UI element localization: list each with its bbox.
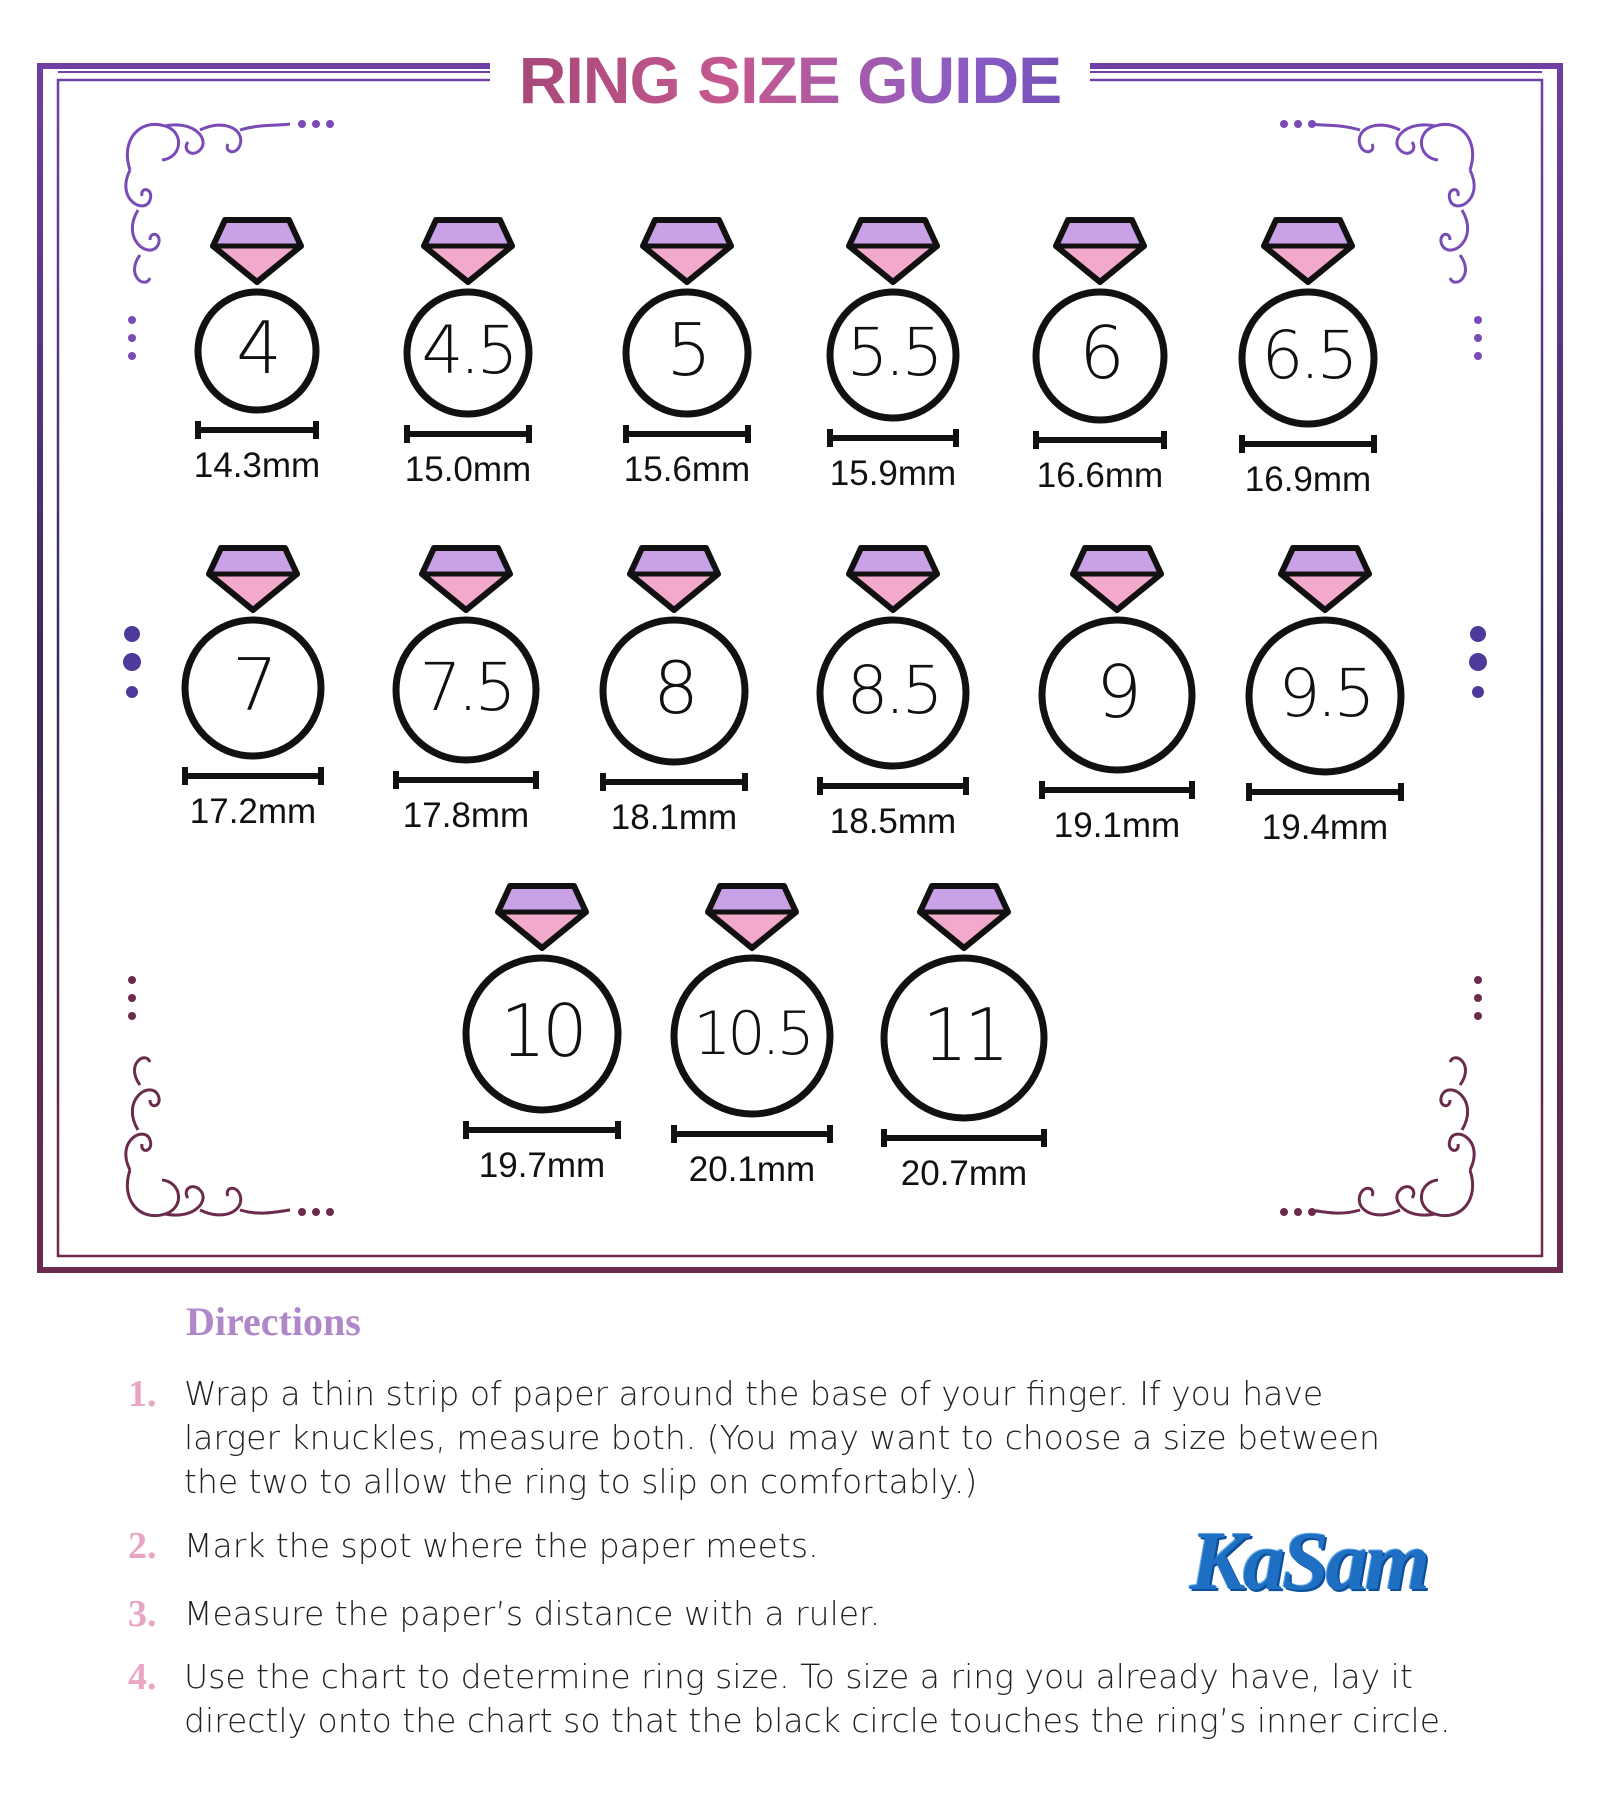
gem-icon	[1264, 220, 1352, 282]
ring-size-5-5	[793, 208, 993, 508]
gem-icon	[643, 220, 731, 282]
measurement-bar	[1249, 783, 1401, 801]
step-text: Wrap a thin strip of paper around the base of your finger. If you have larger knuckles, measure both. (You may want to choose a size between the two to allow the ring to slip on comfortably.)	[184, 1374, 1380, 1501]
side-ornament-left	[123, 395, 141, 935]
gem-icon	[213, 220, 301, 282]
measurement-bar	[185, 767, 321, 785]
page-title: RING SIZE GUIDE	[490, 40, 1090, 120]
ring-size-10	[442, 874, 642, 1185]
step-text: Use the chart to determine ring size. To size a ring you already have, lay it directly onto the chart so that the black circle touches the ring’s inner circle.	[184, 1657, 1451, 1740]
gem-icon	[920, 886, 1008, 948]
step-number: 1.	[128, 1373, 157, 1415]
ring-diameter-label: 16.6mm	[1036, 456, 1164, 495]
ring-size-5	[587, 208, 787, 508]
ring-diameter-label: 20.7mm	[900, 1154, 1028, 1193]
ring-diameter-label: 19.7mm	[478, 1146, 606, 1185]
ring-diameter-label: 18.5mm	[829, 802, 957, 841]
ring-size-label: 8	[653, 646, 695, 731]
ring-size-4-5	[368, 208, 568, 508]
gem-icon	[630, 548, 718, 610]
measurement-bar	[830, 429, 956, 447]
ring-diameter-label: 14.3mm	[193, 446, 321, 485]
ring-size-label: 9	[1096, 650, 1138, 735]
ring-diameter-label: 16.9mm	[1244, 460, 1372, 499]
gem-icon	[1281, 548, 1369, 610]
measurement-bar	[407, 425, 529, 443]
ring-size-11	[864, 874, 1064, 1193]
ring-size-6-5	[1208, 208, 1408, 508]
measurement-bar	[466, 1121, 618, 1139]
ring-size-7	[153, 536, 353, 836]
measurement-bar	[396, 771, 536, 789]
side-ornament-right	[1469, 395, 1487, 935]
step-number: 3.	[128, 1593, 157, 1635]
gem-icon	[849, 220, 937, 282]
gem-icon	[1056, 220, 1144, 282]
measurement-bar	[603, 773, 745, 791]
ring-diameter-label: 15.0mm	[404, 450, 532, 489]
ring-diameter-label: 20.1mm	[688, 1150, 816, 1189]
ring-diameter-label: 17.2mm	[189, 792, 317, 831]
ring-size-label: 9.5	[1278, 655, 1372, 733]
ring-size-label: 11	[922, 993, 1006, 1078]
gem-icon	[849, 548, 937, 610]
ring-size-9	[1017, 536, 1217, 845]
gem-icon	[1073, 548, 1161, 610]
brand-logo: KaSam	[1190, 1515, 1428, 1608]
measurement-bar	[674, 1125, 830, 1143]
ring-diameter-label: 19.1mm	[1053, 806, 1181, 845]
step-number: 4.	[128, 1656, 157, 1698]
ring-size-label: 7.5	[419, 649, 513, 727]
ring-size-6	[1000, 208, 1200, 508]
ring-size-label: 5	[666, 308, 708, 393]
ring-size-4	[157, 208, 357, 508]
ring-size-label: 5.5	[846, 314, 940, 392]
flourish-bottom-left	[126, 1058, 290, 1216]
step-number: 2.	[128, 1525, 157, 1567]
directions-heading: Directions	[186, 1299, 361, 1344]
step-text: Mark the spot where the paper meets.	[184, 1526, 819, 1565]
ring-diameter-label: 19.4mm	[1261, 808, 1389, 847]
ring-size-label: 7	[232, 643, 274, 728]
flourish-bottom-right	[1310, 1058, 1474, 1216]
ring-size-10-5	[652, 874, 852, 1189]
ring-size-label: 6	[1079, 311, 1121, 396]
measurement-bar	[884, 1129, 1044, 1147]
measurement-bar	[820, 777, 966, 795]
step-text: Measure the paper’s distance with a ruler.	[184, 1594, 881, 1633]
ring-diameter-label: 18.1mm	[610, 798, 738, 837]
measurement-bar	[626, 425, 748, 443]
ring-size-label: 10.5	[693, 998, 811, 1069]
ring-size-8	[574, 536, 774, 836]
gem-icon	[708, 886, 796, 948]
measurement-bar	[1036, 431, 1164, 449]
ring-diameter-label: 15.9mm	[829, 454, 957, 493]
ring-diameter-label: 17.8mm	[402, 796, 530, 835]
gem-icon	[498, 886, 586, 948]
measurement-bar	[1242, 435, 1374, 453]
ring-size-label: 10	[500, 989, 584, 1074]
gem-icon	[424, 220, 512, 282]
ring-size-label: 4.5	[421, 312, 515, 390]
ring-size-9-5	[1225, 536, 1425, 847]
ring-size-label: 8.5	[846, 652, 940, 730]
ring-diameter-label: 15.6mm	[623, 450, 751, 489]
measurement-bar	[1042, 781, 1192, 799]
ring-size-7-5	[366, 536, 566, 836]
ring-size-label: 4	[236, 306, 278, 391]
measurement-bar	[198, 421, 316, 439]
gem-icon	[209, 548, 297, 610]
gem-icon	[422, 548, 510, 610]
ring-size-8-5	[793, 536, 993, 841]
ring-size-label: 6.5	[1261, 317, 1355, 395]
